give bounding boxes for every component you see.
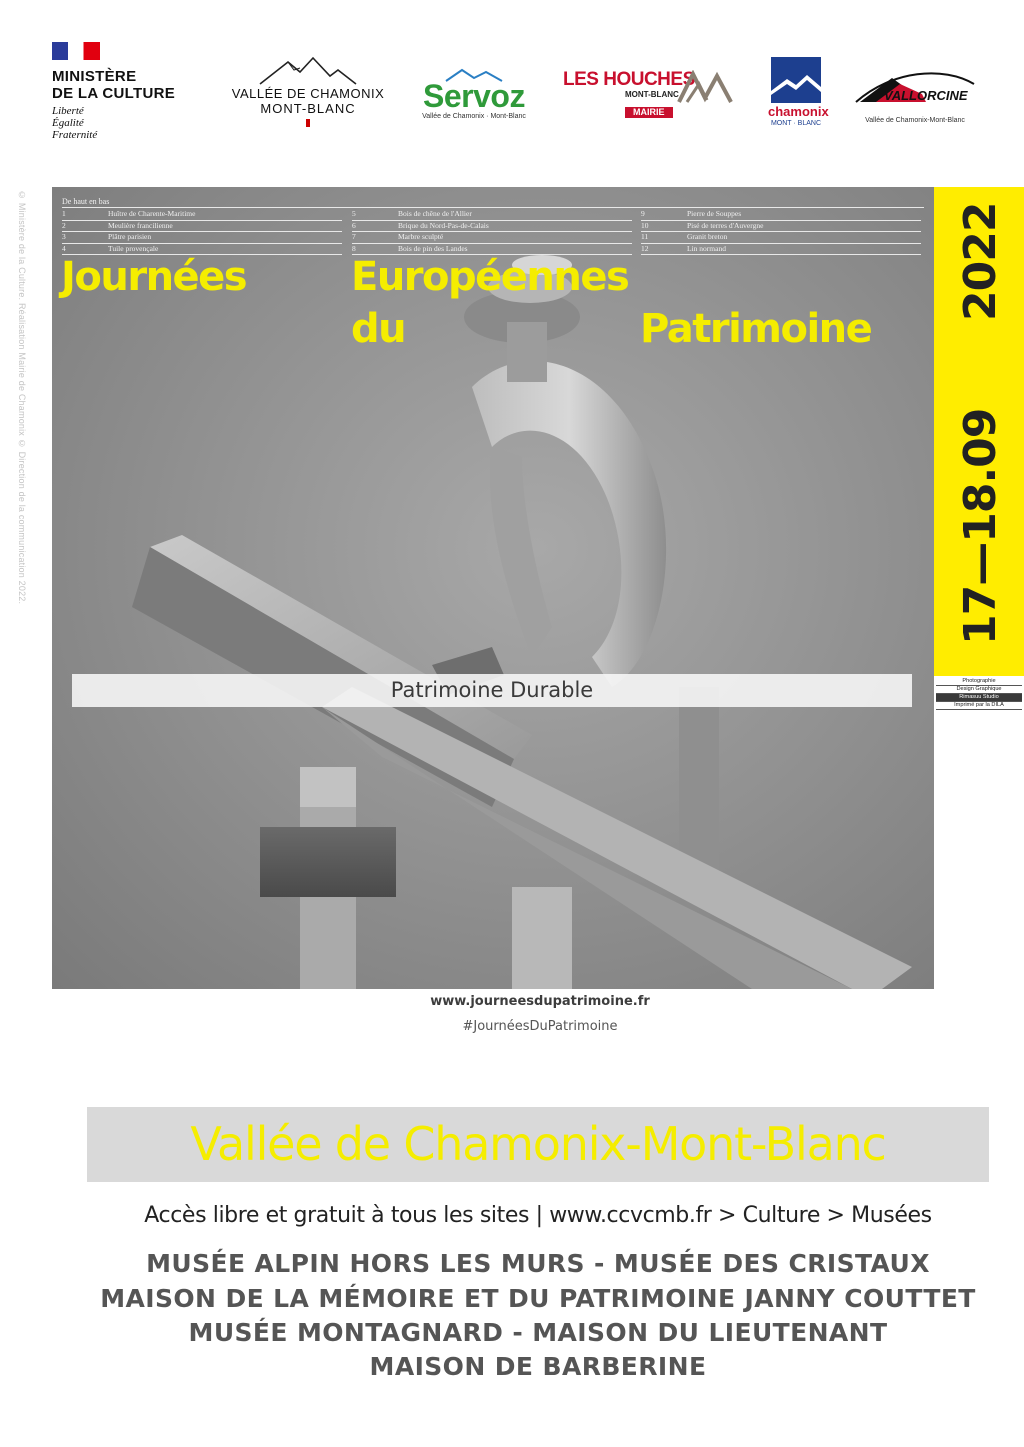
legend-item: 4 Tuile provençale xyxy=(62,244,342,256)
event-dates xyxy=(956,203,1006,645)
site-line-2: MAISON DE LA MÉMOIRE ET DU PATRIMOINE JANNY COUTTET xyxy=(100,1284,976,1313)
credit-studio: Rimasuu Studio xyxy=(936,694,1022,702)
title-journees: Journées xyxy=(61,254,247,300)
logo-les-houches xyxy=(563,70,735,119)
chamonix-sub: MONT · BLANC xyxy=(770,120,822,127)
vallorcine-name: VALLORCINE xyxy=(884,88,968,103)
legend-rule xyxy=(62,207,924,208)
legend-title: De haut en bas xyxy=(62,197,110,206)
motto-liberte: Liberté xyxy=(52,105,84,117)
logo-chamonix xyxy=(768,57,829,128)
houches-name: LES HOUCHES xyxy=(563,69,695,90)
logo-ministere-culture xyxy=(52,42,212,141)
legend-item: 10 Pisé de terres d'Auvergne xyxy=(641,221,921,233)
dates-year: 2022 xyxy=(955,203,1006,322)
title-europeennes: Européennes xyxy=(351,254,629,300)
title-du: du xyxy=(351,306,406,352)
hashtag: #JournéesDuPatrimoine xyxy=(462,1019,618,1034)
legend-item: 7 Marbre sculpté xyxy=(352,232,632,244)
credit-design: Design Graphique xyxy=(936,686,1022,694)
subtitle-text: Patrimoine Durable xyxy=(390,678,594,702)
legend-column-3 xyxy=(641,209,921,255)
legend-item: 9 Pierre de Souppes xyxy=(641,209,921,221)
vallee-line2: MONT-BLANC xyxy=(260,101,356,116)
ministere-line1: MINISTÈRE xyxy=(52,68,137,85)
legend-item: 1 Huître de Charente-Maritime xyxy=(62,209,342,221)
ministere-line2: DE LA CULTURE xyxy=(52,85,176,102)
legend-column-1 xyxy=(62,209,342,255)
legend-item: 5 Bois de chêne de l'Allier xyxy=(352,209,632,221)
valley-title: Vallée de Chamonix-Mont-Blanc xyxy=(190,1117,886,1171)
legend-item: 11 Granit breton xyxy=(641,232,921,244)
credit-imprime: Imprimé par la DILA xyxy=(936,702,1022,710)
subtitle-bar xyxy=(72,674,912,707)
mountain-icon xyxy=(258,56,358,86)
legend-item: 3 Plâtre parisien xyxy=(62,232,342,244)
title-patrimoine: Patrimoine xyxy=(640,306,872,352)
valley-title-bar xyxy=(87,1107,989,1182)
legend-item: 8 Bois de pin des Landes xyxy=(352,244,632,256)
savoie-mark-icon xyxy=(306,119,310,127)
access-info: Accès libre et gratuit à tous les sites | www.ccvcmb.fr > Culture > Musées xyxy=(144,1203,932,1228)
motto-fraternite: Fraternité xyxy=(52,129,98,141)
dates-range: 17—18.09 xyxy=(955,408,1006,645)
vallorcine-emblem-icon xyxy=(852,64,978,114)
website-link[interactable]: www.journeesdupatrimoine.fr xyxy=(430,994,650,1009)
logo-vallorcine xyxy=(852,64,978,125)
legend-column-2 xyxy=(352,209,632,255)
credits-block xyxy=(936,678,1022,710)
chamonix-name: chamonix xyxy=(768,104,829,119)
poster-image xyxy=(52,187,934,989)
site-line-4: MAISON DE BARBERINE xyxy=(369,1352,707,1381)
houches-mairie-badge: MAIRIE xyxy=(625,107,673,118)
servoz-sub: Vallée de Chamonix · Mont-Blanc xyxy=(422,113,526,120)
marianne-flag-icon xyxy=(52,42,100,60)
legend-item: 2 Meulière francilienne xyxy=(62,221,342,233)
site-line-3: MUSÉE MONTAGNARD - MAISON DU LIEUTENANT xyxy=(188,1318,888,1347)
legend-item: 12 Lin normand xyxy=(641,244,921,256)
credit-photographie: Photographie xyxy=(936,678,1022,686)
logo-vallee-chamonix xyxy=(228,56,388,127)
vallorcine-sub: Vallée de Chamonix-Mont-Blanc xyxy=(865,117,965,124)
chamonix-peak-icon xyxy=(771,57,821,103)
legend-item: 6 Brique du Nord-Pas-de-Calais xyxy=(352,221,632,233)
houches-mountain-icon xyxy=(677,70,733,104)
vallee-line1: VALLÉE DE CHAMONIX xyxy=(231,86,385,101)
houches-sub: MONT-BLANC xyxy=(625,90,679,99)
motto-egalite: Égalité xyxy=(52,117,84,129)
servoz-name: Servoz xyxy=(423,78,525,114)
site-line-1: MUSÉE ALPIN HORS LES MURS - MUSÉE DES CRISTAUX xyxy=(146,1249,930,1278)
side-credit: © Ministère de la Culture. Réalisation Mairie de Chamonix © Direction de la communication 2022. xyxy=(17,190,27,605)
logo-servoz xyxy=(414,68,534,121)
